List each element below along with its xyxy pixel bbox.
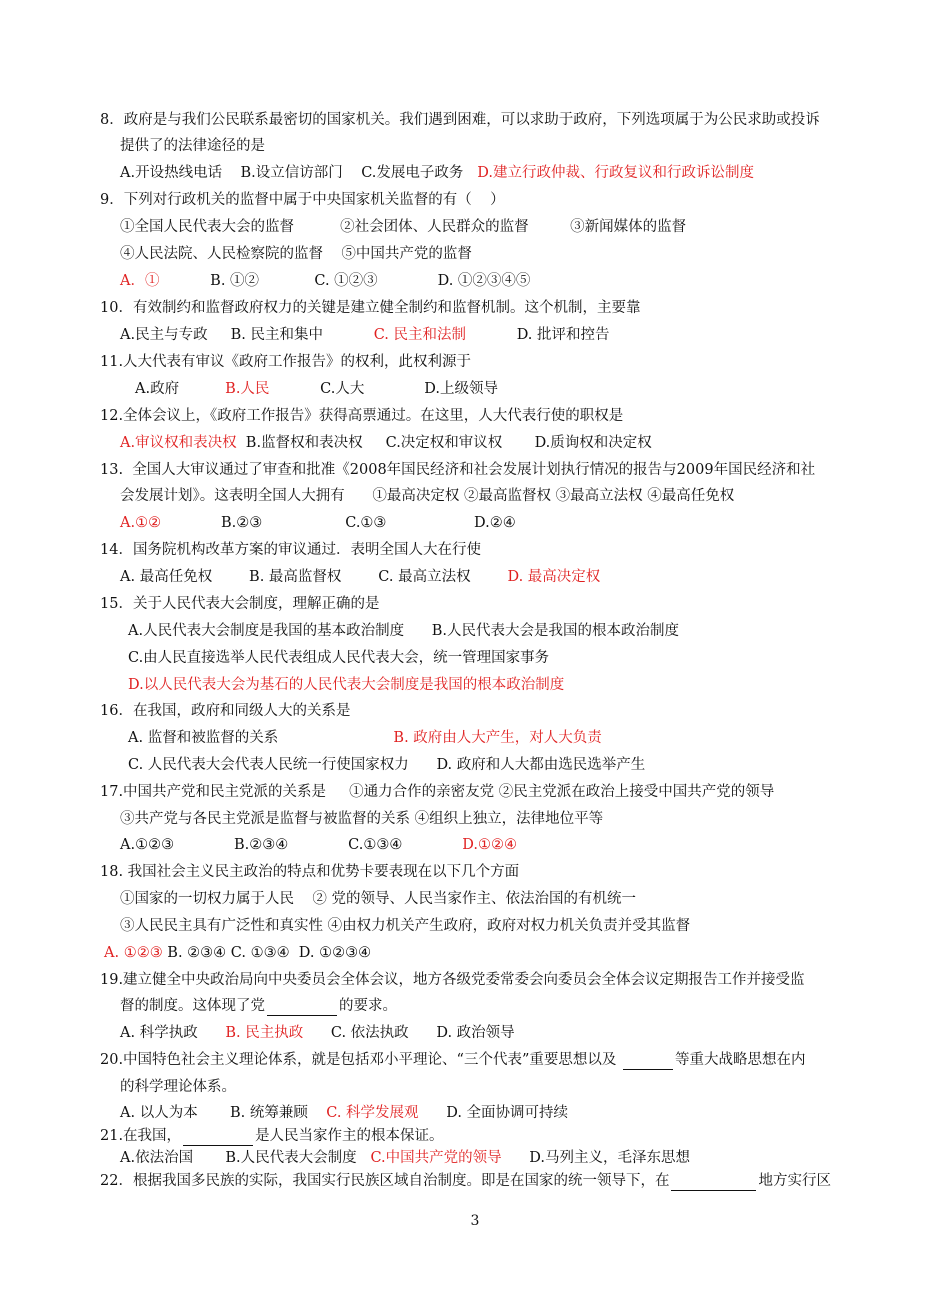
text-line xyxy=(128,728,602,748)
text-segment: 13. 全国人大审议通过了审查和批准《2008年国民经济和社会发展计划执行情况的报告与2009年国民经济和社 xyxy=(100,462,816,478)
text-line xyxy=(100,540,481,560)
text-line xyxy=(120,1148,690,1168)
text-line xyxy=(120,1077,236,1097)
text-segment: 15．关于人民代表大会制度，理解正确的是 xyxy=(100,596,380,612)
text-line xyxy=(100,406,623,426)
text-segment: 8．政府是与我们公民联系最密切的国家机关。我们遇到困难，可以求助于政府，下列选项属于为公民求助或投诉 xyxy=(100,112,820,128)
text-segment: 14．国务院机构改革方案的审议通过．表明全国人大在行使 xyxy=(100,542,481,558)
text-line xyxy=(120,271,530,291)
answer-text: B.人民 xyxy=(225,381,270,397)
text-line xyxy=(120,916,690,936)
text-line xyxy=(120,835,517,855)
text-line xyxy=(120,567,600,587)
text-segment: A.政府 xyxy=(135,381,226,397)
text-segment: A.人民代表大会制度是我国的基本政治制度 B.人民代表大会是我国的根本政治制度 xyxy=(128,623,679,639)
text-line xyxy=(128,648,549,668)
answer-text: C. 民主和法制 xyxy=(373,327,466,343)
text-segment: C.人大 D.上级领导 xyxy=(269,381,498,397)
text-segment: 9．下列对行政机关的监督中属于中央国家机关监督的有（ ） xyxy=(100,192,505,208)
text-line xyxy=(100,970,805,990)
text-line xyxy=(100,110,820,130)
text-line xyxy=(100,862,519,882)
text-line xyxy=(120,1023,515,1043)
fill-in-blank xyxy=(267,999,337,1016)
text-line xyxy=(120,217,686,237)
text-line xyxy=(128,675,564,695)
text-segment: 地方实行区 xyxy=(758,1173,831,1189)
text-segment: 19.建立健全中央政治局向中央委员会全体会议，地方各级党委常委会向委员会全体会议定期报告工作并接受监 xyxy=(100,972,805,988)
text-segment: B.②③ C.①③ D.②④ xyxy=(161,515,516,531)
text-segment: 17.中国共产党和民主党派的关系是 ①通力合作的亲密友党 ②民主党派在政治上接受中国共产党的领导 xyxy=(100,784,775,800)
text-segment: ①国家的一切权力属于人民 ② 党的领导、人民当家作主、依法治国的有机统一 xyxy=(120,891,637,907)
text-line xyxy=(100,594,379,614)
text-segment: D. 全面协调可持续 xyxy=(418,1105,569,1121)
text-segment: ①全国人民代表大会的监督 ②社会团体、人民群众的监督 ③新闻媒体的监督 xyxy=(120,219,687,235)
text-segment: C. 依法执政 D. 政治领导 xyxy=(303,1025,515,1041)
text-segment: 12.全体会议上，《政府工作报告》获得高票通过。在这里，人大代表行使的职权是 xyxy=(100,408,624,424)
text-line xyxy=(100,460,815,480)
text-line xyxy=(120,996,397,1016)
text-segment: A. 最高任免权 B. 最高监督权 C. 最高立法权 xyxy=(120,569,508,585)
text-line xyxy=(135,379,498,399)
text-line xyxy=(120,325,610,345)
answer-text: B. 民主执政 xyxy=(225,1025,304,1041)
text-line xyxy=(100,701,350,721)
text-segment: B.监督权和表决权 C.决定权和审议权 D.质询权和决定权 xyxy=(236,435,652,451)
answer-text: C. 科学发展观 xyxy=(326,1105,419,1121)
text-line xyxy=(120,433,652,453)
text-line xyxy=(100,298,640,318)
answer-text: A.审议权和表决权 xyxy=(120,435,237,451)
text-segment: 10．有效制约和监督政府权力的关键是建立健全制约和监督机制。这个机制，主要靠 xyxy=(100,300,641,316)
text-line xyxy=(100,352,471,372)
text-segment: B. ②③④ C. ①③④ D. ①②③④ xyxy=(162,945,372,961)
text-segment: D.马列主义，毛泽东思想 xyxy=(501,1150,690,1166)
text-segment: C.由人民直接选举人民代表组成人民代表大会，统一管理国家事务 xyxy=(128,650,550,666)
text-segment: A.①②③ B.②③④ C.①③④ xyxy=(120,837,463,853)
text-line xyxy=(100,1171,831,1191)
text-line xyxy=(104,943,371,963)
text-segment: 20.中国特色社会主义理论体系，就是包括邓小平理论、“三个代表”重要思想以及 xyxy=(100,1052,621,1068)
answer-text: C.中国共产党的领导 xyxy=(370,1150,502,1166)
text-segment: 的要求。 xyxy=(339,998,397,1014)
text-segment: A.民主与专政 B. 民主和集中 xyxy=(120,327,374,343)
text-segment: 16．在我国，政府和同级人大的关系是 xyxy=(100,703,351,719)
text-segment: D. 批评和控告 xyxy=(466,327,610,343)
text-line xyxy=(120,889,636,909)
text-line xyxy=(100,190,505,210)
text-line xyxy=(100,1126,444,1146)
answer-text: A.①② xyxy=(120,515,162,531)
text-segment: 督的制度。这体现了党 xyxy=(120,998,265,1014)
answer-text: D.①②④ xyxy=(462,837,517,853)
text-segment: 提供了的法律途径的是 xyxy=(120,138,265,154)
page-number: 3 xyxy=(470,1213,480,1229)
text-segment: 21.在我国， xyxy=(100,1128,182,1144)
text-segment: A. 以人为本 B. 统筹兼顾 xyxy=(120,1105,327,1121)
text-segment: 22．根据我国多民族的实际，我国实行民族区域自治制度。即是在国家的统一领导下，在 xyxy=(100,1173,670,1189)
text-segment: B. ①② C. ①②③ D. ①②③④⑤ xyxy=(159,273,531,289)
text-segment: 会发展计划》。这表明全国人大拥有 ①最高决定权 ②最高监督权 ③最高立法权 ④最高任免权 xyxy=(120,488,735,504)
answer-text: D.以人民代表大会为基石的人民代表大会制度是我国的根本政治制度 xyxy=(128,677,565,693)
text-line xyxy=(100,1050,806,1070)
answer-text: A. ①②③ xyxy=(104,945,163,961)
text-segment: C. 人民代表大会代表人民统一行使国家权力 D. 政府和人大都由选民选举产生 xyxy=(128,757,646,773)
answer-text: D. 最高决定权 xyxy=(507,569,601,585)
text-segment: A. 科学执政 xyxy=(120,1025,226,1041)
answer-text: A．① xyxy=(120,273,160,289)
text-line xyxy=(120,136,265,156)
text-segment: 等重大战略思想在内 xyxy=(675,1052,806,1068)
text-line xyxy=(100,782,774,802)
text-line xyxy=(120,513,516,533)
text-segment: 11.人大代表有审议《政府工作报告》的权利，此权利源于 xyxy=(100,354,472,370)
text-line xyxy=(120,163,754,183)
fill-in-blank xyxy=(183,1129,253,1146)
text-segment: ④人民法院、人民检察院的监督 ⑤中国共产党的监督 xyxy=(120,246,472,262)
answer-text: B. 政府由人大产生，对人大负责 xyxy=(393,730,602,746)
text-segment: A. 监督和被监督的关系 xyxy=(128,730,394,746)
text-segment: 是人民当家作主的根本保证。 xyxy=(255,1128,444,1144)
text-segment: 的科学理论体系。 xyxy=(120,1079,236,1095)
text-line xyxy=(120,244,472,264)
text-line xyxy=(128,621,679,641)
text-segment: A.依法治国 B.人民代表大会制度 xyxy=(120,1150,371,1166)
text-line xyxy=(120,486,734,506)
answer-text: D.建立行政仲裁、行政复议和行政诉讼制度 xyxy=(477,165,754,181)
fill-in-blank xyxy=(671,1174,756,1191)
text-line xyxy=(120,1103,568,1123)
text-segment: A.开设热线电话 B.设立信访部门 C.发展电子政务 xyxy=(120,165,478,181)
text-line xyxy=(128,755,645,775)
fill-in-blank xyxy=(623,1053,673,1070)
text-line xyxy=(120,809,603,829)
text-segment: 18. 我国社会主义民主政治的特点和优势卡要表现在以下几个方面 xyxy=(100,864,520,880)
text-segment: ③共产党与各民主党派是监督与被监督的关系 ④组织上独立，法律地位平等 xyxy=(120,811,604,827)
text-segment: ③人民民主具有广泛性和真实性 ④由权力机关产生政府，政府对权力机关负责并受其监督 xyxy=(120,918,691,934)
